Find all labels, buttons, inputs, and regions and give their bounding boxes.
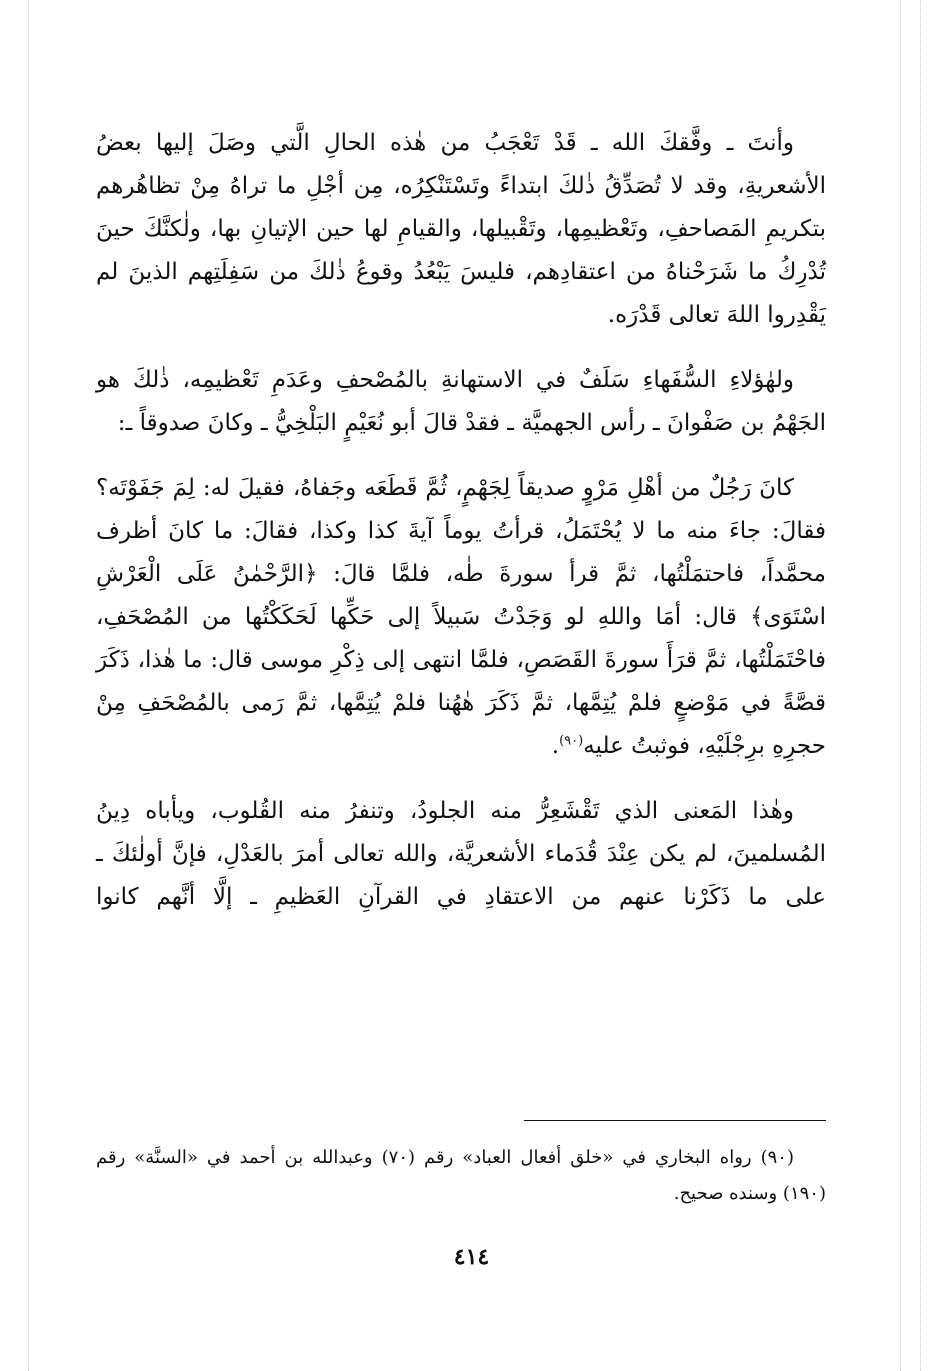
footnote: (٩٠) رواه البخاري في «خلق أفعال العباد» رقم (٧٠) وعبدالله بن أحمد في «السنَّة» رقم (١٩٠) وسنده صحيح. — [96, 1147, 826, 1204]
scan-guide-line — [28, 0, 29, 1371]
page-number: ٤١٤ — [453, 1244, 490, 1270]
paragraph-3-text: كانَ رَجُلٌ من أهْلِ مَرْوٍ صديقاً لِجَهْمٍ، ثُمَّ قَطَعَه وجَفاهُ، فقيلَ له: لِمَ جَفَوْتَه؟ فقالَ: جاءَ منه ما لا يُحْتَمَلُ، قرأتُ يوماً آيةَ كذا وكذا، فقالَ: ما كانَ أظرف محمَّداً، فاحتمَلْتُها، ثمَّ قرأ سورةَ طٰه، فلمَّا قالَ: ﴿الرَّحْمٰنُ عَلَى الْعَرْشِ اسْتَوَى﴾ قال: أمَا واللهِ لو وَجَدْتُ سَبيلاً إلى حَكِّها لَحَكَكْتُها من المُصْحَفِ، فاحْتَمَلْتُها، ثمَّ قرَأَ سورةَ القَصَصِ، فلمَّا انتهى إلى ذِكْرِ موسى قال: ما هٰذا، ذَكَرَ قصَّةً في مَوْضعٍ فلمْ يُتِمَّها، ثمَّ ذَكَرَ هٰهُنا فلمْ يُتِمَّها، ثمَّ رَمى بالمُصْحَفِ مِنْ حجرِهِ برِجْلَيْهِ، فوثبتُ عليه — [96, 475, 826, 759]
main-text — [96, 122, 826, 919]
footnote-separator — [524, 1120, 826, 1121]
paragraph-3 — [96, 467, 826, 768]
scan-guide-line — [900, 0, 901, 1371]
footnote-reference: (٩٠) — [559, 733, 584, 749]
paragraph-3-end: . — [551, 733, 560, 759]
paragraph-2: ولهٰؤلاءِ السُّفَهاءِ سَلَفٌ في الاستهانةِ بالمُصْحفِ وعَدَمِ تَعْظيمِه، ذٰلكَ هو الجَهْمُ بن صَفْوانَ ـ رأس الجهميَّة ـ فقدْ قالَ أبو نُعَيْمٍ البَلْخِيُّ ـ وكانَ صدوقاً ـ: — [96, 367, 826, 436]
paragraph-4: وهٰذا المَعنى الذي تَقْشَعِرُّ منه الجلودُ، وتنفرُ منه القُلوب، ويأباه دِينُ المُسلمينَ، لم يكن عِنْدَ قُدَماء الأشعريَّة، والله تعالى أمرَ بالعَدْلِ، فإنَّ أولٰئكَ ـ على ما ذَكَرْنا عنهم من الاعتقادِ في القرآنِ العَظيمِ ـ إلَّا أنَّهم كانوا — [96, 798, 826, 910]
scan-guide-line — [920, 0, 921, 1371]
paragraph-1: وأنتَ ـ وفَّقكَ الله ـ قَدْ تَعْجَبُ من هٰذه الحالِ الَّتي وصَلَ إليها بعضُ الأشعريةِ، وقد لا تُصَدِّقُ ذٰلكَ ابتداءً وتَسْتَنْكِرُه، مِن أجْلِ ما تراهُ مِنْ تظاهُرهم بتكريمِ المَصاحفِ، وتَعْظيمِها، وتَقْبيلها، والقيامِ لها حين الإتيانِ بها، ولٰكنَّكَ حينَ تُدْرِكُ ما شَرَحْناهُ من اعتقادِهم، فليسَ يَبْعُدُ وقوعُ ذٰلكَ من سَفِلَتِهم الذينَ لم يَقْدِروا اللهَ تعالى قَدْرَه. — [96, 130, 826, 328]
